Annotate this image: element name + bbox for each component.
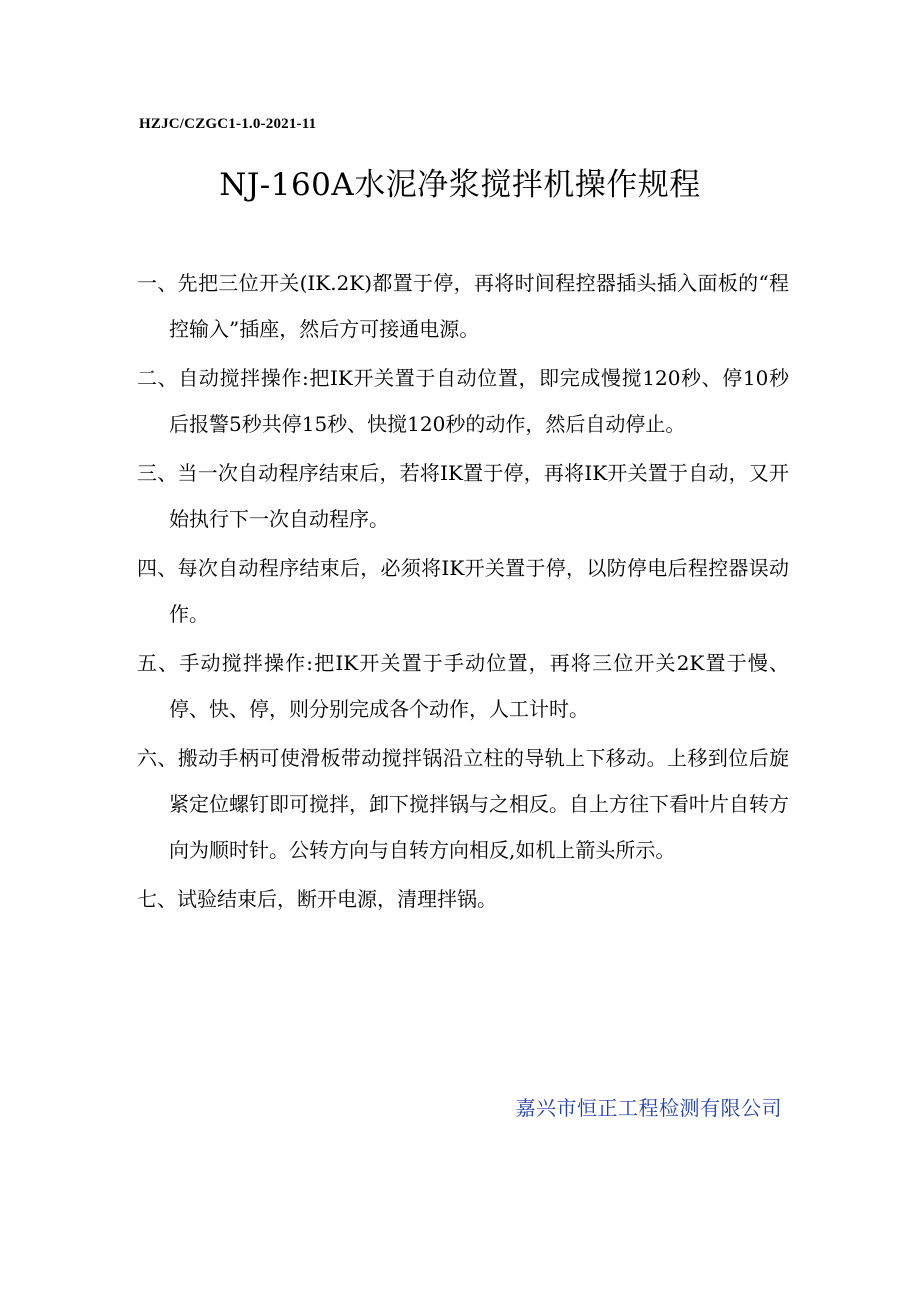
- step-text: 每次自动程序结束后，必须将IK开关置于停，以防停电后程控器误动作。: [169, 556, 790, 626]
- step-number: 四、: [137, 556, 178, 580]
- step-text: 手动搅拌操作:把IK开关置于手动位置，再将三位开关2K置于慢、停、快、停，则分别完成各个动作，人工计时。: [169, 651, 790, 721]
- step-number: 一、: [137, 271, 178, 295]
- document-code: HZJC/CZGC1-1.0-2021-11: [139, 116, 317, 132]
- procedure-step-1: [137, 260, 789, 352]
- step-text: 当一次自动程序结束后，若将IK置于停，再将IK开关置于自动，又开始执行下一次自动程序。: [169, 461, 790, 531]
- step-number: 三、: [137, 461, 178, 485]
- procedure-step-2: [137, 355, 789, 447]
- procedure-step-7: [137, 876, 789, 922]
- procedure-step-3: [137, 450, 789, 542]
- procedure-step-5: [137, 640, 789, 732]
- step-text: 搬动手柄可使滑板带动搅拌锅沿立柱的导轨上下移动。上移到位后旋紧定位螺钉即可搅拌，卸下搅拌锅与之相反。自上方往下看叶片自转方向为顺时针。公转方向与自转方向相反,如机上箭头所示。: [169, 746, 790, 862]
- step-number: 六、: [137, 746, 178, 770]
- step-text: 先把三位开关(IK.2K)都置于停，再将时间程控器插头插入面板的“程控输入”插座，然后方可接通电源。: [169, 271, 790, 341]
- step-number: 二、: [137, 366, 179, 390]
- step-text: 自动搅拌操作:把IK开关置于自动位置，即完成慢搅120秒、停10秒后报警5秒共停15秒、快搅120秒的动作，然后自动停止。: [169, 366, 790, 436]
- step-number: 五、: [137, 651, 180, 675]
- procedure-step-6: [137, 735, 789, 873]
- procedure-step-4: [137, 545, 789, 637]
- procedure-steps: [137, 260, 789, 925]
- step-text: 试验结束后，断开电源，清理拌锅。: [177, 887, 497, 911]
- document-title: NJ-160A水泥净浆搅拌机操作规程: [219, 167, 701, 203]
- step-number: 七、: [137, 887, 177, 911]
- company-name: 嘉兴市恒正工程检测有限公司: [515, 1096, 782, 1120]
